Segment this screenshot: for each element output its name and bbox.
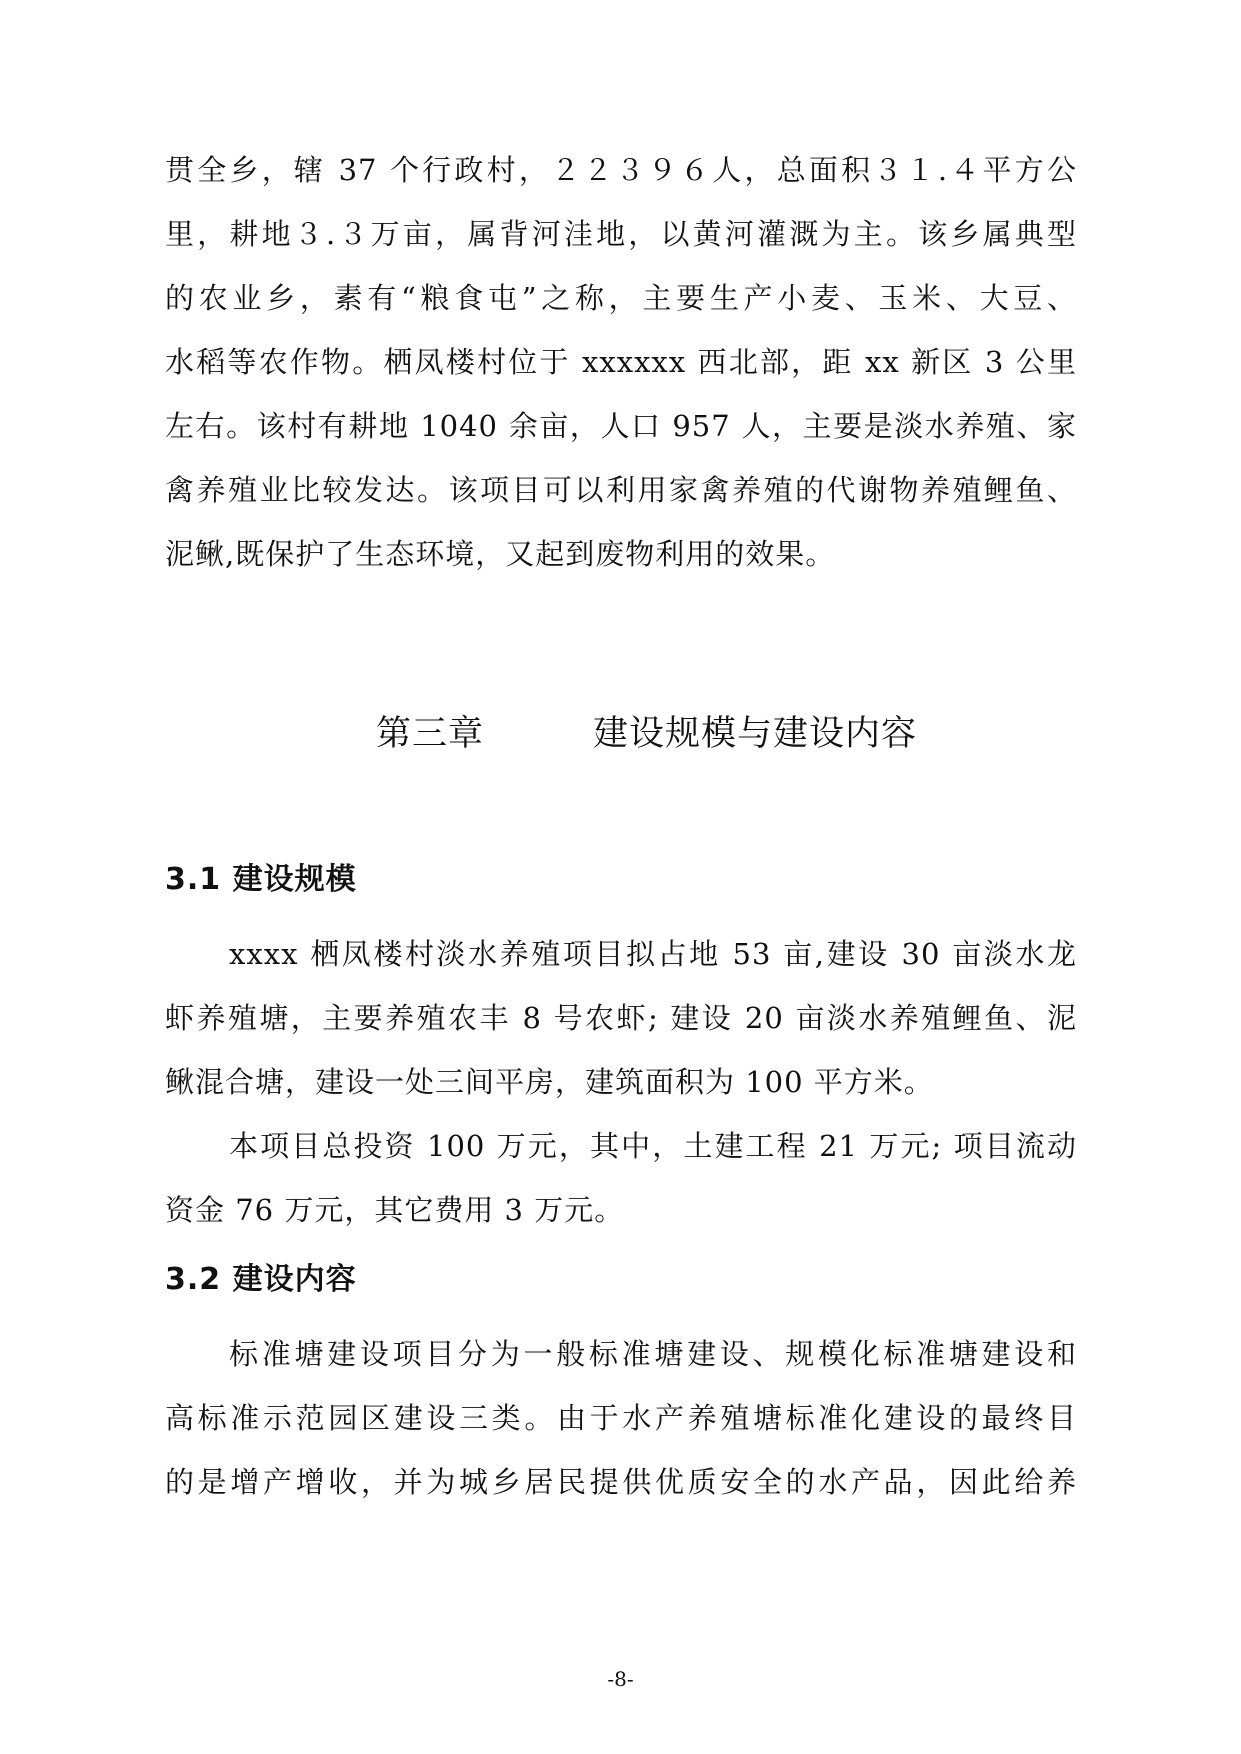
- text-line: 里，耕地３.３万亩，属背河洼地，以黄河灌溉为主。该乡属典型: [165, 217, 1077, 251]
- text-line: 的是增产增收，并为城乡居民提供优质安全的水产品，因此给养: [165, 1465, 1077, 1499]
- text-line: 贯全乡，辖 37 个行政村，２２３９６人，总面积３１.４平方公: [165, 153, 1077, 187]
- text-line: 资金 76 万元，其它费用 3 万元。: [165, 1193, 625, 1227]
- text-line: 鳅混合塘，建设一处三间平房，建筑面积为 100 平方米。: [165, 1065, 934, 1099]
- text-line: 泥鳅,既保护了生态环境，又起到废物利用的效果。: [165, 537, 836, 571]
- chapter-title: 建设规模与建设内容: [593, 714, 918, 754]
- text-line: 本项目总投资 100 万元，其中，土建工程 21 万元; 项目流动: [229, 1129, 1077, 1163]
- chapter-number: 第三章: [376, 714, 485, 754]
- text-line: 标准塘建设项目分为一般标准塘建设、规模化标准塘建设和: [229, 1337, 1077, 1371]
- text-line: 的农业乡，素有“粮食屯”之称，主要生产小麦、玉米、大豆、: [165, 281, 1077, 315]
- text-line: 左右。该村有耕地 1040 余亩，人口 957 人，主要是淡水养殖、家: [165, 409, 1077, 443]
- section-heading-3-2: 3.2 建设内容: [165, 1262, 357, 1297]
- text-line: xxxx 栖凤楼村淡水养殖项目拟占地 53 亩,建设 30 亩淡水龙: [229, 937, 1077, 971]
- text-line: 禽养殖业比较发达。该项目可以利用家禽养殖的代谢物养殖鲤鱼、: [165, 473, 1077, 507]
- text-line: 虾养殖塘，主要养殖农丰 8 号农虾; 建设 20 亩淡水养殖鲤鱼、泥: [165, 1001, 1077, 1035]
- text-line: 水稻等农作物。栖凤楼村位于 xxxxxx 西北部，距 xx 新区 3 公里: [165, 345, 1077, 379]
- section-heading-3-1: 3.1 建设规模: [165, 862, 357, 897]
- page-number: -8-: [607, 1667, 634, 1691]
- text-line: 高标准示范园区建设三类。由于水产养殖塘标准化建设的最终目: [165, 1401, 1077, 1435]
